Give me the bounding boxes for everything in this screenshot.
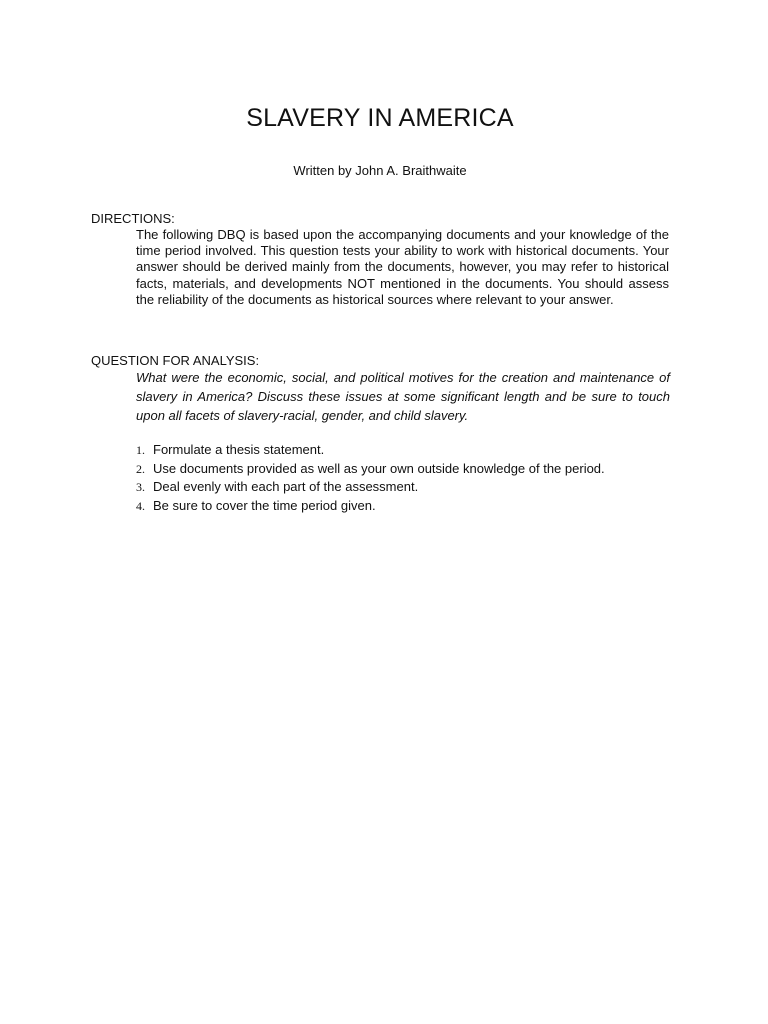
step-text: Formulate a thesis statement. (153, 442, 325, 457)
step-number: 3. (136, 480, 145, 495)
step-number: 4. (136, 498, 145, 513)
document-title: SLAVERY IN AMERICA (246, 104, 514, 132)
step-text: Deal evenly with each part of the assessment. (153, 479, 419, 495)
step-number: 2. (136, 461, 145, 476)
author-line: Written by John A. Braithwaite (293, 163, 467, 178)
list-item (136, 441, 696, 460)
step-text: Be sure to cover the time period given. (153, 497, 376, 513)
question-body: What were the economic, social, and political motives for the creation and maintenance of slavery in America? Discuss these issues at some significant length and be sure to touch upon all facets of slavery-racial, gender, and child slavery. (136, 370, 670, 423)
list-item (136, 497, 696, 516)
list-item (136, 478, 696, 497)
question-heading: QUESTION FOR ANALYSIS: (91, 353, 260, 368)
steps-list (136, 441, 696, 515)
list-item (136, 460, 696, 479)
step-number: 1. (136, 443, 145, 457)
directions-body: The following DBQ is based upon the accompanying documents and your knowledge of the time period involved. This question tests your ability to work with historical documents. Your answer should be derived mainly from the documents, however, you may refer to historical facts, materials, and developments NOT mentioned in the documents. You should assess the reliability of the documents as historical sources where relevant to your answer. (136, 227, 669, 307)
directions-heading: DIRECTIONS: (91, 211, 175, 226)
step-text: Use documents provided as well as your own outside knowledge of the period. (153, 460, 605, 476)
